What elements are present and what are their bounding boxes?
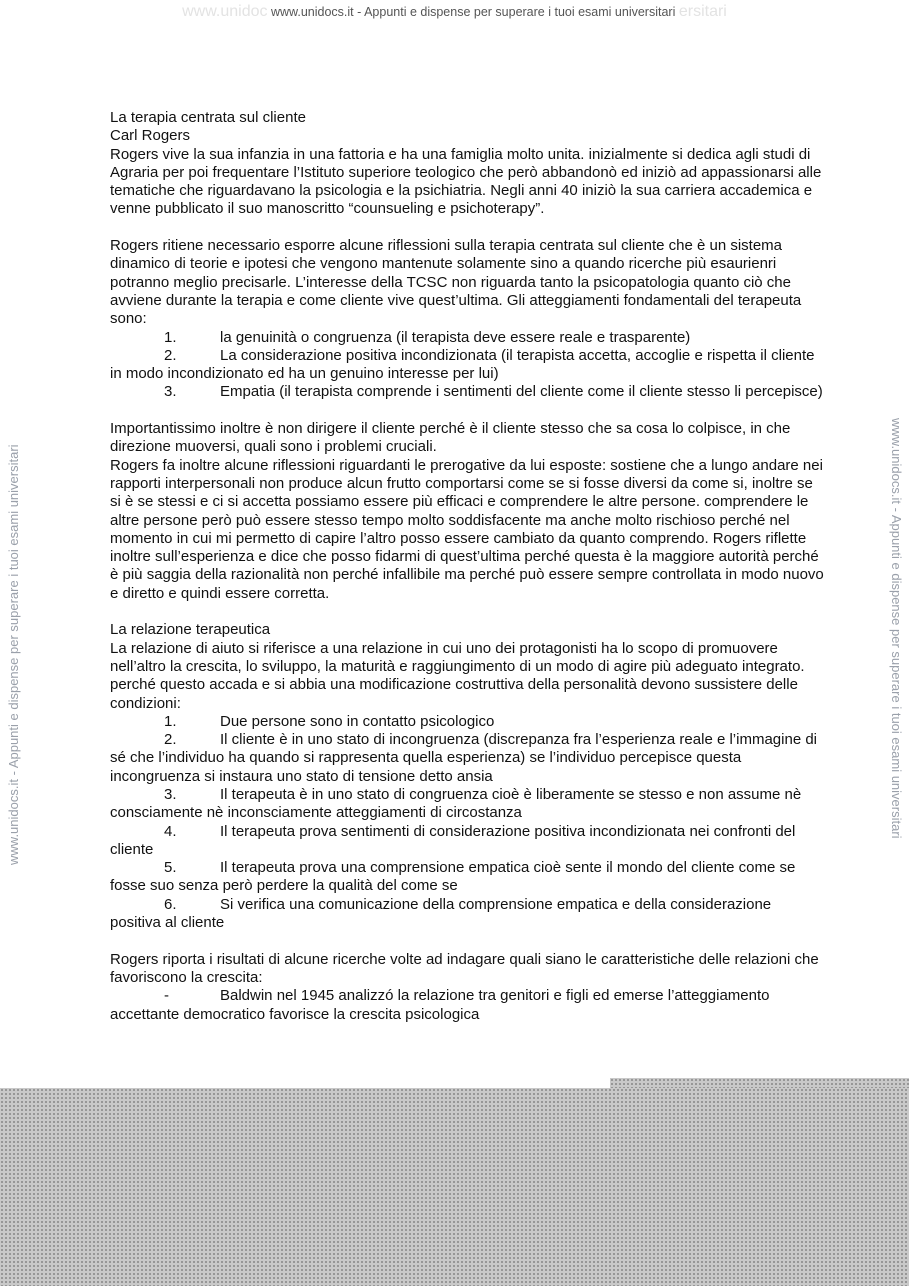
top-watermark-text: www.unidocs.it - Appunti e dispense per superare i tuoi esami universitari (270, 5, 676, 19)
document-author: Carl Rogers (110, 127, 191, 145)
top-watermark-ghost-right: ersitari (678, 3, 727, 20)
list-conditions (110, 713, 825, 933)
list-item: 1. Due persone sono in contatto psicologico (164, 712, 495, 730)
paragraph-helping-relationship: La relazione di aiuto si riferisce a una relazione in cui uno dei protagonisti ha lo scopo di promuovere nell’altro la crescita, lo sviluppo, la maturità e raggiungimento di un modo di agire più adeguato integrato. perché questo accada e si abbia una modificazione costruttiva della personalità devono sussistere delle condizioni: (110, 639, 805, 712)
top-watermark-ghost-left: www.unidoc (182, 3, 268, 20)
paragraph-reflections: Rogers fa inoltre alcune riflessioni riguardanti le prerogative da lui esposte: sostiene che a lungo andare nei rapporti interpersonali non produce alcun frutto comportarsi come se si fosse diversi da come si, inoltre se si è se stessi e ci si accetta possiamo essere più efficaci e comprendere le altre persone. comprendere le altre persone però può essere stesso tempo molto soddisfacente ma anche molto rischioso perché nel momento in cui mi permetto di capire l’altro posso essere cambiato da quanto comprendo. Rogers riflette inoltre sull’esperienza e dice che posso fidarmi di quest’ultima perché questa è la maggiore autorità perché è più saggia della razionalità non perché infallibile ma perché può essere sempre controllata in modo nuovo e diretto e quindi essere corretta. (110, 456, 824, 602)
redacted-overlay (0, 1088, 909, 1286)
list-item: 4. Il terapeuta prova sentimenti di considerazione positiva incondizionata nei confronti del cliente (110, 822, 796, 858)
document-body (110, 109, 825, 1024)
left-side-watermark: www.unidocs.it - Appunti e dispense per superare i tuoi esami universitari (6, 444, 21, 865)
list-item: 3. Il terapeuta è in uno stato di congruenza cioè è liberamente se stesso e non assume nè consciamente nè inconsciamente atteggiamenti di circostanza (110, 785, 802, 822)
list-item: 2. La considerazione positiva incondizionata (il terapista accetta, accoglie e rispetta il cliente in modo incondizionato ed ha un genuino interesse per lui) (110, 346, 815, 383)
paragraph-research: Rogers riporta i risultati di alcune ricerche volte ad indagare quali siano le caratteristiche delle relazioni che favoriscono la crescita: (110, 950, 819, 986)
top-watermark (0, 3, 909, 21)
list-item: - Baldwin nel 1945 analizzó la relazione tra genitori e figli ed emerse l’atteggiamento accettante democratico favorisce la crescita psicologica (110, 987, 770, 1023)
list-item: 1. la genuinità o congruenza (il terapista deve essere reale e trasparente) (164, 328, 691, 346)
list-item: 5. Il terapeuta prova una comprensione empatica cioè sente il mondo del cliente come se fosse suo senza però perdere la qualità del come se (110, 859, 796, 895)
list-research (110, 987, 825, 1024)
document-title: La terapia centrata sul cliente (110, 109, 306, 126)
right-side-watermark: www.unidocs.it - Appunti e dispense per superare i tuoi esami universitari (889, 418, 904, 839)
paragraph-tcsc: Rogers ritiene necessario esporre alcune riflessioni sulla terapia centrata sul cliente che è un sistema dinamico di teorie e ipotesi che vengono mantenute solamente sino a quando ricerche più esaurienri potranno meglio precisarle. L’interesse della TCSC non riguarda tanto la psicopatologia quanto ciò che avviene durante la terapia e come cliente vive quest’ultima. Gli atteggiamenti fondamentali del terapeuta sono: (110, 237, 802, 328)
paragraph-non-directive: Importantissimo inoltre è non dirigere il cliente perché è il cliente stesso che sa cosa lo colpisce, in che direzione muoversi, quali sono i problemi cruciali. (110, 420, 791, 456)
list-item: 3. Empatia (il terapista comprende i sentimenti del cliente come il cliente stesso li percepisce) (164, 383, 823, 401)
list-item: 6. Si verifica una comunicazione della comprensione empatica e della considerazione positiva al cliente (110, 895, 772, 932)
list-item: 2. Il cliente è in uno stato di incongruenza (discrepanza fra l’esperienza reale e l’immagine di sé che l’individuo ha quando si rappresenta quella esperienza) se l’individuo percepisce questa incongruenza si instaura uno stato di tensione detto ansia (110, 731, 817, 785)
section-heading: La relazione terapeutica (110, 621, 271, 639)
list-attitudes (110, 329, 825, 402)
paragraph-biography: Rogers vive la sua infanzia in una fattoria e ha una famiglia molto unita. inizialmente si dedica agli studi di Agraria per poi frequentare l’Istituto superiore teologico che però abbandonò ed iniziò ad appassionarsi alle tematiche che riguardavano la psicologia e la psichiatria. Negli anni 40 iniziò la sua carriera accademica e venne pubblicato il suo manoscritto “counsueling e psichoterapy”. (110, 145, 822, 218)
